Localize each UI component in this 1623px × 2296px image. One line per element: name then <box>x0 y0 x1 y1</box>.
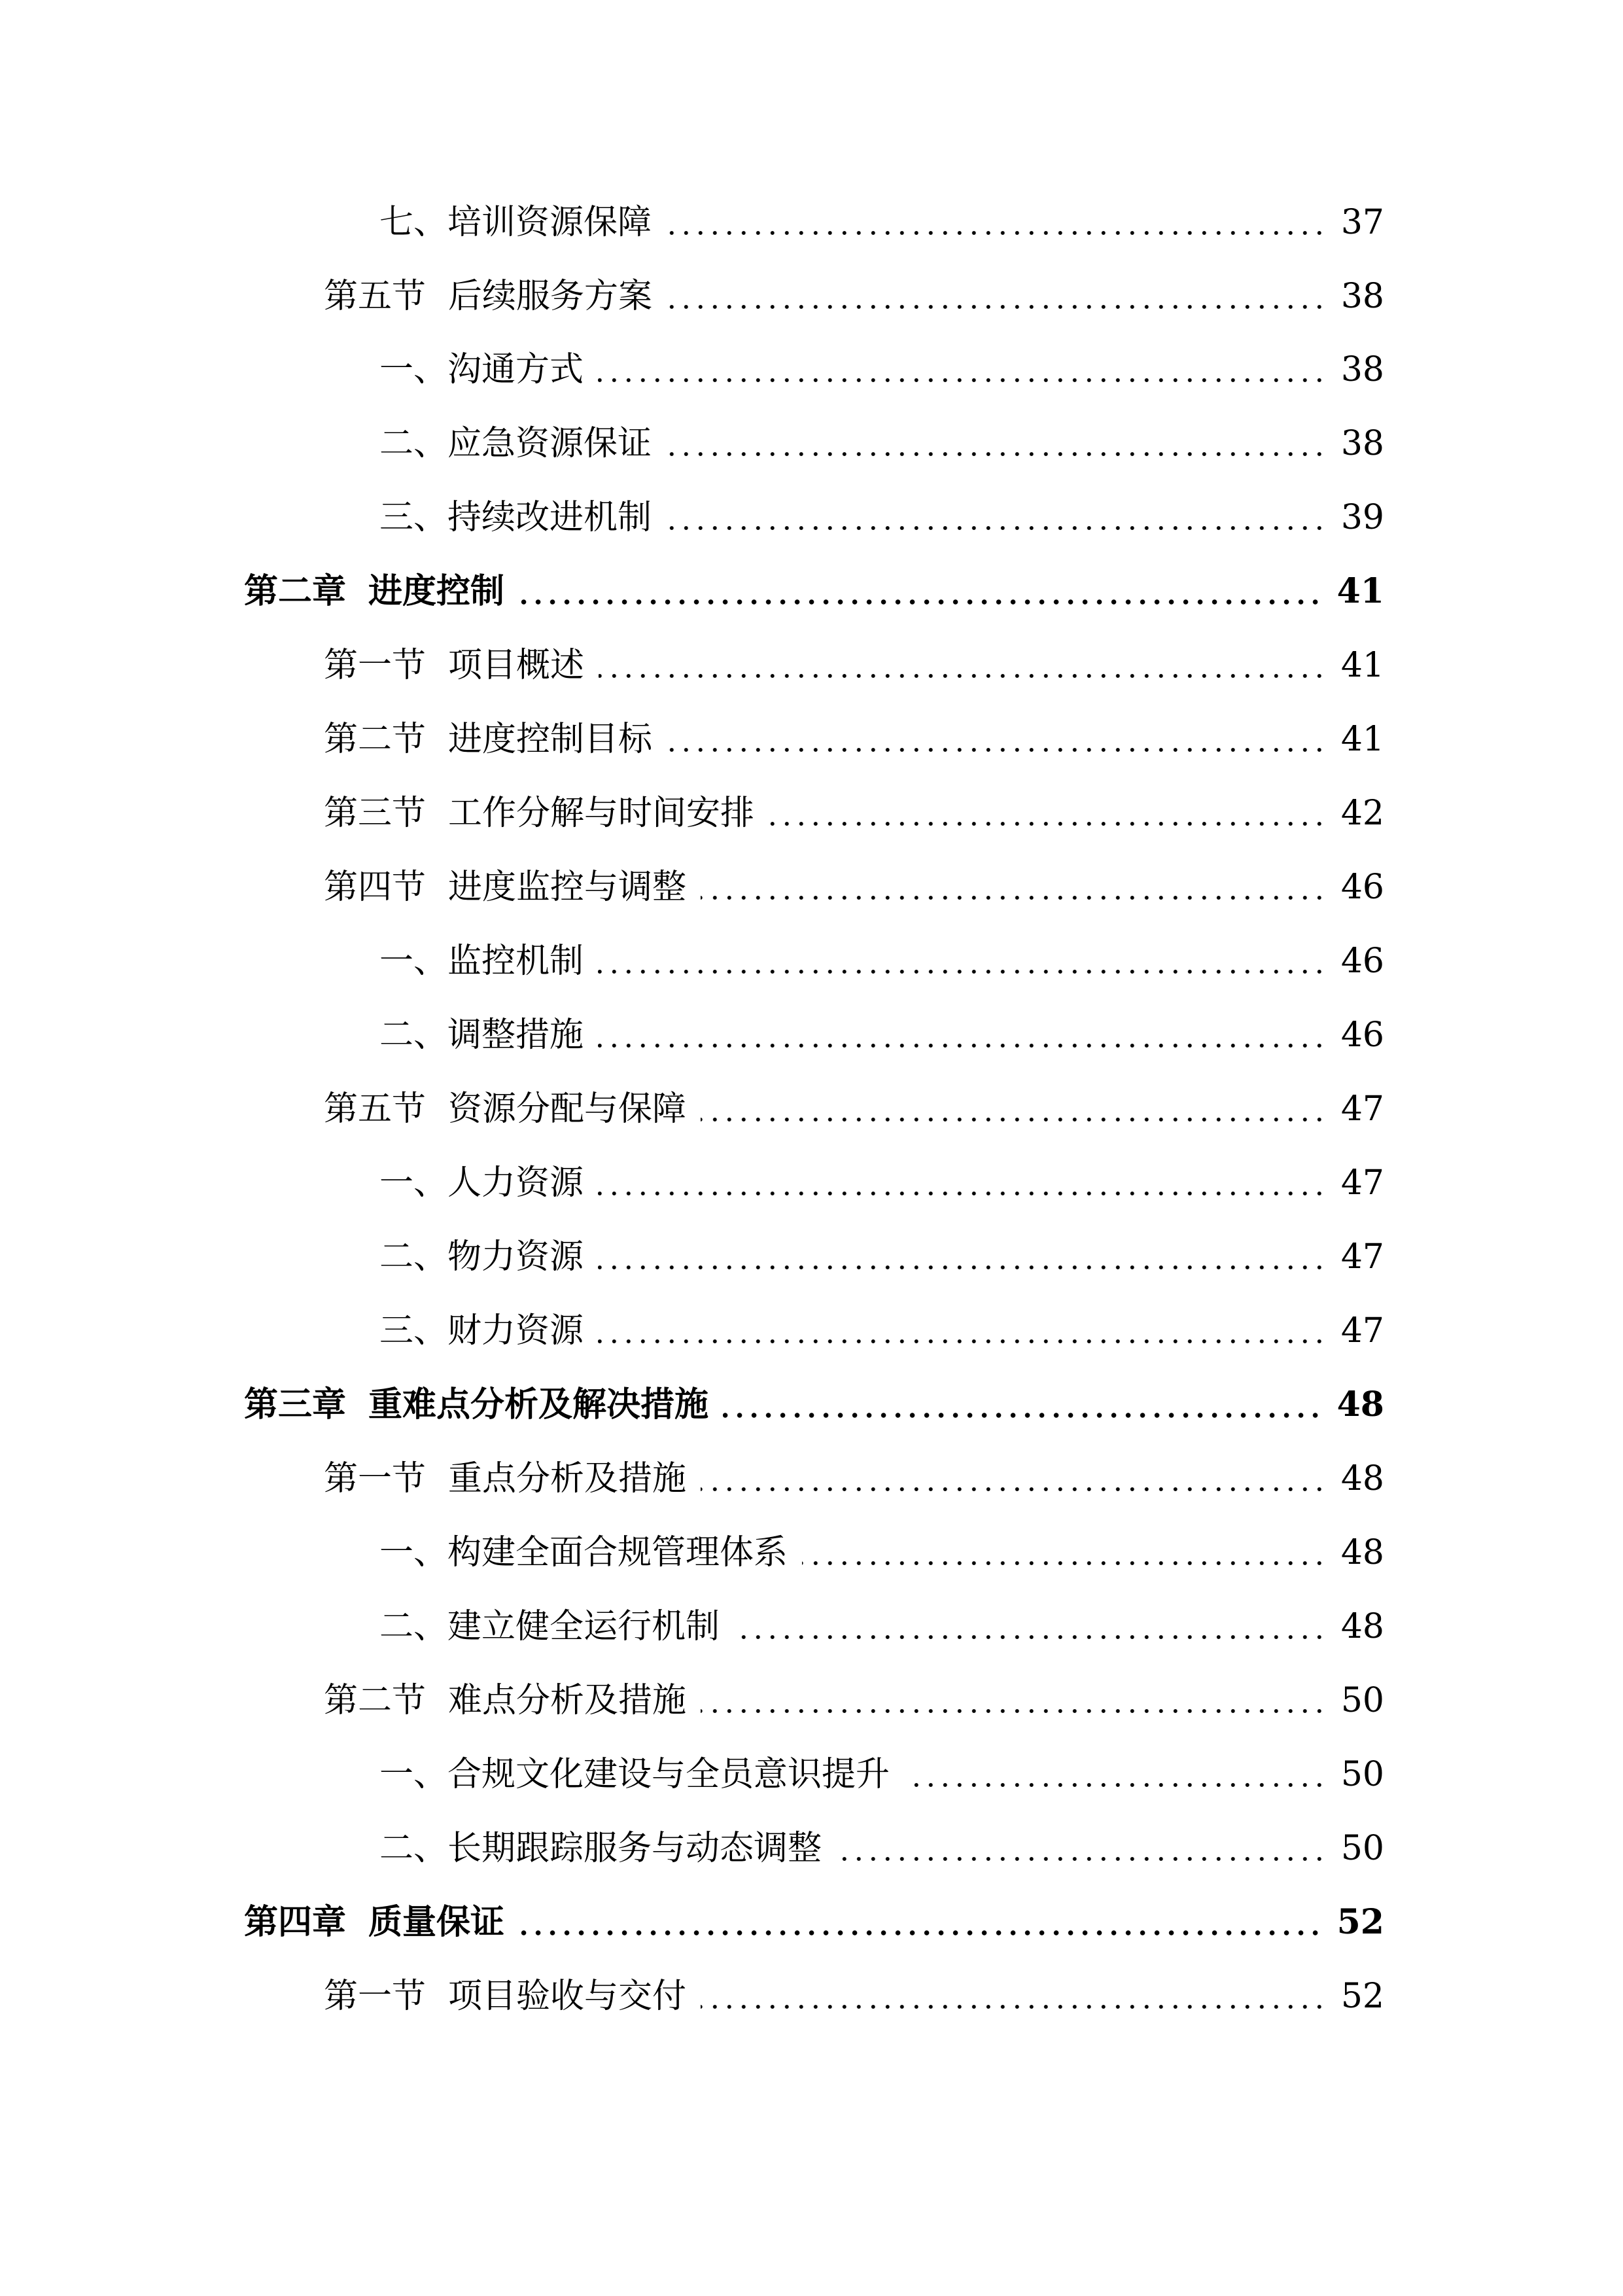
page-number: 50 <box>1340 1755 1384 1794</box>
entry-title: 进度控制 <box>368 571 505 611</box>
dot-leader <box>598 969 1327 974</box>
dot-leader <box>519 1930 1323 1935</box>
dot-leader <box>666 451 1327 457</box>
page-number: 50 <box>1340 1829 1384 1868</box>
toc-entry-subchapter[interactable] <box>324 784 1384 843</box>
entry-number: 第四章 <box>244 1902 347 1942</box>
toc-entry-subchapter[interactable] <box>324 710 1384 769</box>
toc-entry-section[interactable] <box>379 1819 1384 1878</box>
dot-leader <box>701 2004 1327 2009</box>
entry-title: 进度监控与调整 <box>448 868 687 907</box>
dot-leader <box>598 1043 1327 1048</box>
entry-number: 一、 <box>379 942 448 981</box>
dot-leader <box>701 1708 1327 1714</box>
entry-title: 项目概述 <box>448 646 585 685</box>
page-number: 41 <box>1340 646 1384 685</box>
toc-entry-section[interactable] <box>379 414 1384 473</box>
dot-leader <box>519 599 1323 605</box>
entry-title: 财力资源 <box>447 1311 584 1351</box>
dot-leader <box>701 1117 1327 1122</box>
toc-entry-subchapter[interactable] <box>324 858 1384 917</box>
entry-number: 第三节 <box>324 794 427 833</box>
entry-number: 二、 <box>379 1237 448 1277</box>
dot-leader <box>723 1413 1323 1418</box>
toc-entry-subchapter[interactable] <box>324 267 1384 326</box>
entry-title: 重点分析及措施 <box>448 1459 687 1498</box>
dot-leader <box>598 378 1327 383</box>
page-number: 38 <box>1340 350 1384 389</box>
entry-title: 持续改进机制 <box>447 498 652 537</box>
toc-entry-section[interactable] <box>379 932 1384 991</box>
page-number: 47 <box>1340 1089 1384 1129</box>
toc-entry-subchapter[interactable] <box>324 1967 1384 2026</box>
entry-number: 第五节 <box>324 1089 427 1129</box>
entry-title: 物力资源 <box>447 1237 584 1277</box>
entry-number: 第二节 <box>324 720 427 759</box>
page-number: 46 <box>1340 868 1384 907</box>
dot-leader <box>802 1561 1327 1566</box>
entry-title: 项目验收与交付 <box>448 1977 687 2016</box>
page-number: 47 <box>1340 1163 1384 1203</box>
entry-title: 重难点分析及解决措施 <box>368 1385 709 1424</box>
entry-number: 一、 <box>379 1533 448 1572</box>
page-number: 52 <box>1336 1902 1384 1942</box>
page-number: 42 <box>1340 794 1384 833</box>
entry-title: 合规文化建设与全员意识提升 <box>447 1755 890 1794</box>
toc-entry-subchapter[interactable] <box>324 1671 1384 1730</box>
dot-leader <box>734 1634 1327 1640</box>
page-number: 46 <box>1340 942 1384 981</box>
dot-leader <box>598 1191 1327 1196</box>
toc-entry-section[interactable] <box>379 1597 1384 1656</box>
entry-number: 一、 <box>379 1755 448 1794</box>
entry-number: 第二章 <box>244 571 347 611</box>
entry-title: 调整措施 <box>447 1016 584 1055</box>
page-number: 48 <box>1340 1459 1384 1498</box>
dot-leader <box>701 895 1327 900</box>
page-number: 37 <box>1340 203 1384 242</box>
page-number: 50 <box>1340 1681 1384 1720</box>
toc-entry-subchapter[interactable] <box>324 1449 1384 1508</box>
entry-title: 资源分配与保障 <box>448 1089 687 1129</box>
page-number: 47 <box>1340 1311 1384 1351</box>
page-number: 41 <box>1336 571 1384 611</box>
entry-title: 难点分析及措施 <box>448 1681 687 1720</box>
toc-entry-section[interactable] <box>379 1006 1384 1065</box>
entry-title: 培训资源保障 <box>447 203 652 242</box>
page-number: 38 <box>1340 424 1384 463</box>
page-number: 48 <box>1340 1533 1384 1572</box>
entry-number: 二、 <box>379 1016 448 1055</box>
dot-leader <box>598 1339 1327 1344</box>
entry-title: 监控机制 <box>447 942 584 981</box>
dot-leader <box>666 230 1327 236</box>
entry-number: 一、 <box>379 350 448 389</box>
page-number: 48 <box>1340 1607 1384 1646</box>
page-number: 52 <box>1340 1977 1384 2016</box>
entry-number: 二、 <box>379 424 448 463</box>
entry-title: 后续服务方案 <box>448 277 653 316</box>
entry-title: 质量保证 <box>368 1902 505 1942</box>
entry-title: 工作分解与时间安排 <box>448 794 755 833</box>
entry-title: 进度控制目标 <box>448 720 653 759</box>
entry-title: 构建全面合规管理体系 <box>447 1533 788 1572</box>
page-number: 47 <box>1340 1237 1384 1277</box>
toc-entry-section[interactable] <box>379 1745 1384 1804</box>
toc-entry-section[interactable] <box>379 1301 1384 1360</box>
dot-leader <box>667 304 1327 309</box>
dot-leader <box>599 673 1327 679</box>
toc-entry-section[interactable] <box>379 193 1384 252</box>
dot-leader <box>904 1782 1327 1788</box>
entry-number: 二、 <box>379 1607 448 1646</box>
entry-number: 第一节 <box>324 646 427 685</box>
entry-title: 沟通方式 <box>447 350 584 389</box>
toc-entry-subchapter[interactable] <box>324 636 1384 695</box>
entry-number: 三、 <box>379 498 448 537</box>
toc-entry-section[interactable] <box>379 1227 1384 1286</box>
toc-entry-chapter[interactable] <box>244 562 1384 621</box>
toc-entry-chapter[interactable] <box>244 1375 1384 1434</box>
dot-leader <box>598 1265 1327 1270</box>
dot-leader <box>667 747 1327 752</box>
entry-number: 二、 <box>379 1829 448 1868</box>
entry-number: 第一节 <box>324 1977 427 2016</box>
entry-number: 第五节 <box>324 277 427 316</box>
dot-leader <box>836 1856 1327 1862</box>
toc-entry-section[interactable] <box>379 340 1384 399</box>
entry-number: 三、 <box>379 1311 448 1351</box>
dot-leader <box>701 1487 1327 1492</box>
entry-title: 应急资源保证 <box>447 424 652 463</box>
toc-entry-section[interactable] <box>379 488 1384 547</box>
entry-number: 第一节 <box>324 1459 427 1498</box>
page-number: 41 <box>1340 720 1384 759</box>
toc-entry-section[interactable] <box>379 1523 1384 1582</box>
page-number: 38 <box>1340 277 1384 316</box>
toc-entry-subchapter[interactable] <box>324 1080 1384 1139</box>
dot-leader <box>769 821 1327 826</box>
entry-number: 七、 <box>379 203 448 242</box>
entry-number: 第三章 <box>244 1385 347 1424</box>
entry-number: 第四节 <box>324 868 427 907</box>
entry-number: 第二节 <box>324 1681 427 1720</box>
entry-title: 建立健全运行机制 <box>447 1607 720 1646</box>
dot-leader <box>666 525 1327 531</box>
page-number: 39 <box>1340 498 1384 537</box>
toc-entry-chapter[interactable] <box>244 1893 1384 1952</box>
toc-entry-section[interactable] <box>379 1154 1384 1212</box>
entry-title: 人力资源 <box>447 1163 584 1203</box>
entry-title: 长期跟踪服务与动态调整 <box>447 1829 822 1868</box>
entry-number: 一、 <box>379 1163 448 1203</box>
page-number: 46 <box>1340 1016 1384 1055</box>
page-number: 48 <box>1336 1385 1384 1424</box>
